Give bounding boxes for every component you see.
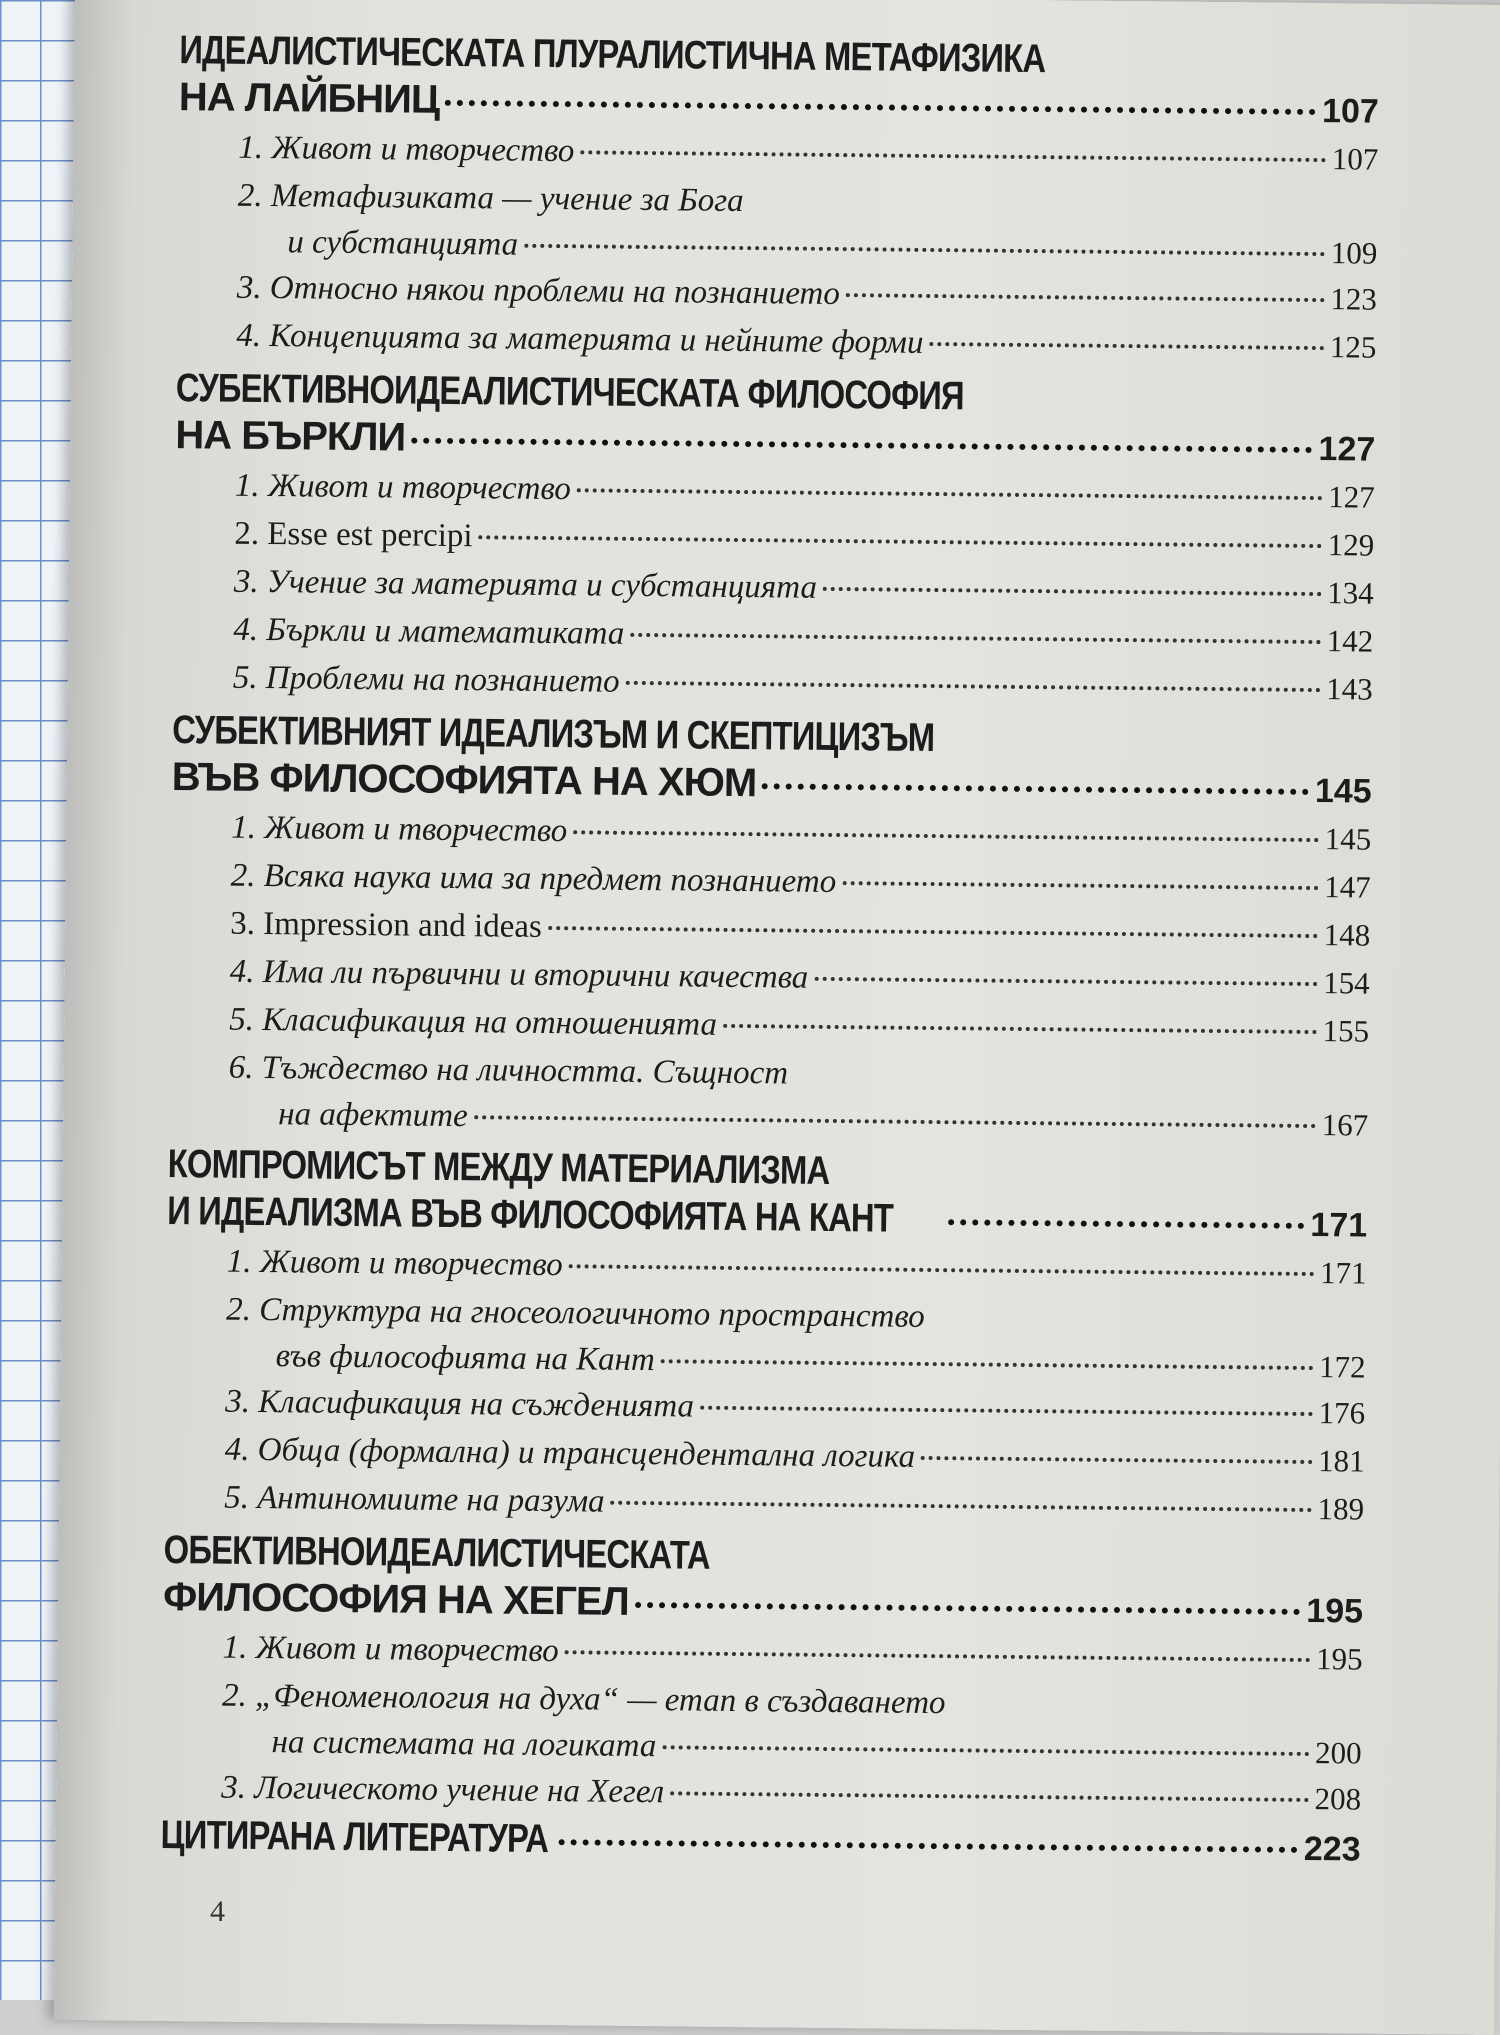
table-of-contents — [160, 21, 1379, 1873]
page-number: 123 — [1330, 281, 1378, 317]
dot-leader — [626, 681, 1321, 692]
page-number: 154 — [1322, 965, 1370, 1001]
page-number: 195 — [1315, 1641, 1363, 1677]
entry-label: 1. Живот и творчество — [238, 129, 575, 170]
page-number: 107 — [1321, 92, 1379, 131]
page-number: 155 — [1322, 1013, 1370, 1049]
dot-leader — [524, 244, 1325, 256]
dot-leader — [569, 1264, 1314, 1276]
page-number: 127 — [1318, 430, 1376, 469]
dot-leader — [842, 881, 1318, 890]
entry-label: 2. Всяка наука има за предмет познанието — [230, 857, 837, 901]
page-number: 176 — [1318, 1395, 1366, 1431]
dot-leader — [661, 1359, 1313, 1370]
dot-leader — [548, 926, 1318, 938]
page-number: 181 — [1317, 1443, 1365, 1479]
book-page — [54, 0, 1500, 2035]
page-number: 171 — [1319, 1255, 1367, 1291]
entry-label: на афектите — [278, 1096, 468, 1135]
section-title-line: СУБЕКТИВНИЯТ ИДЕАЛИЗЪМ И СКЕПТИЦИЗЪМ — [172, 708, 935, 761]
page-number: 109 — [1330, 235, 1378, 271]
dot-leader — [948, 1219, 1304, 1229]
page-number: 147 — [1323, 869, 1371, 905]
entry-label: 2. Esse est percipi — [234, 515, 473, 555]
page-number: 223 — [1303, 1829, 1361, 1869]
page-number: 134 — [1327, 575, 1374, 611]
page-number: 172 — [1318, 1349, 1366, 1385]
entry-label: 3. Логическото учение на Хегел — [220, 1769, 665, 1811]
dot-leader — [565, 1650, 1310, 1662]
page-number: 167 — [1321, 1107, 1369, 1143]
dot-leader — [762, 783, 1309, 795]
entry-label: 1. Живот и творчество — [234, 467, 572, 508]
page-number: 208 — [1314, 1781, 1362, 1817]
entry-label: и субстанцията — [287, 224, 519, 263]
toc-section-leibniz — [176, 27, 1379, 372]
dot-leader — [479, 535, 1322, 548]
toc-section-hegel — [161, 1527, 1364, 1824]
page-number: 195 — [1306, 1591, 1364, 1631]
entry-label: 2. Структура на гносеологичното пространство — [226, 1291, 925, 1335]
page-number: 143 — [1326, 671, 1373, 707]
toc-section-hume — [168, 707, 1372, 1148]
dot-leader — [611, 1501, 1312, 1512]
section-title-line: СУБЕКТИВНОИДЕАЛИСТИЧЕСКАТА ФИЛОСОФИЯ — [175, 366, 965, 419]
dot-leader — [474, 1115, 1316, 1128]
entry-label: във философията на Кант — [275, 1338, 656, 1379]
dot-leader — [445, 100, 1316, 115]
dot-leader — [670, 1791, 1309, 1802]
dot-leader — [929, 342, 1323, 350]
page-number: 145 — [1324, 821, 1372, 857]
entry-label: 2. „Феноменология на духа“ — етап в създаването — [221, 1677, 946, 1722]
page-number: 189 — [1317, 1491, 1365, 1527]
entry-label: 5. Антиномиите на разума — [224, 1479, 605, 1520]
dot-leader — [846, 293, 1325, 302]
section-title-line: НА ЛАЙБНИЦ — [178, 75, 440, 122]
dot-leader — [814, 977, 1317, 986]
dot-leader — [573, 830, 1318, 842]
entry-label: 4. Бъркли и математиката — [233, 611, 625, 652]
page-number: 125 — [1329, 329, 1377, 365]
section-title-line: НА БЪРКЛИ — [175, 413, 406, 460]
section-title-line: ИДЕАЛИСТИЧЕСКАТА ПЛУРАЛИСТИЧНА МЕТАФИЗИКА — [179, 28, 1046, 82]
entry-label: на системата на логиката — [271, 1724, 657, 1765]
dot-leader — [823, 587, 1321, 596]
dot-leader — [921, 1456, 1312, 1464]
entry-label: 4. Има ли първични и вторични качества — [229, 953, 809, 996]
page-number: 171 — [1310, 1206, 1368, 1245]
entry-label: 1. Живот и творчество — [231, 809, 568, 850]
page-number-footer: 4 — [210, 1895, 225, 1928]
entry-label: 1. Живот и творчество — [226, 1243, 563, 1284]
page-number: 142 — [1326, 623, 1374, 659]
page-number: 129 — [1327, 527, 1375, 563]
entry-label: 3. Относно някои проблеми на познанието — [236, 269, 841, 313]
page-number: 107 — [1331, 141, 1379, 177]
page-number: 145 — [1314, 772, 1372, 811]
entry-label: 5. Проблеми на познанието — [232, 659, 620, 700]
section-title-line: ФИЛОСОФИЯ НА ХЕГЕЛ — [162, 1575, 629, 1624]
toc-section-berkeley — [173, 365, 1376, 714]
dot-leader — [411, 438, 1312, 453]
page-number: 200 — [1314, 1735, 1362, 1771]
section-title-line: ВЪВ ФИЛОСОФИЯТА НА ХЮМ — [171, 755, 757, 806]
entry-label: 4. Обща (формална) и трансцендентална логика — [224, 1431, 916, 1475]
entry-label: 3. Класификация на съжденията — [225, 1383, 695, 1425]
dot-leader — [723, 1024, 1317, 1034]
entry-label: 1. Живот и творчество — [222, 1629, 559, 1670]
entry-label: 2. Метафизиката — учение за Бога — [237, 177, 744, 220]
dot-leader — [635, 1602, 1301, 1615]
entry-label: 3. Учение за материята и субстанцията — [233, 563, 818, 606]
dot-leader — [700, 1406, 1313, 1416]
entry-label: 5. Класификация на отношенията — [229, 1001, 718, 1043]
entry-label: 4. Концепцията за материята и нейните форми — [236, 317, 924, 361]
section-title-line: КОМПРОМИСЪТ МЕЖДУ МАТЕРИАЛИЗМА — [167, 1142, 830, 1193]
section-title-line: ОБЕКТИВНОИДЕАЛИСТИЧЕСКАТА — [163, 1528, 710, 1578]
dot-leader — [662, 1745, 1309, 1756]
bibliography-label: ЦИТИРАНА ЛИТЕРАТУРА — [160, 1812, 549, 1862]
page-number: 127 — [1328, 479, 1375, 515]
toc-section-kant — [164, 1141, 1368, 1534]
dot-leader — [580, 150, 1325, 162]
dot-leader — [577, 488, 1322, 500]
entry-label: 6. Тъждество на личността. Същност — [228, 1049, 789, 1092]
page-number: 148 — [1323, 917, 1371, 953]
entry-label: 3. Impression and ideas — [230, 905, 543, 945]
section-title-line: И ИДЕАЛИЗМА ВЪВ ФИЛОСОФИЯТА НА КАНТ — [166, 1189, 894, 1241]
dot-leader — [630, 633, 1320, 644]
dot-leader — [559, 1839, 1298, 1853]
